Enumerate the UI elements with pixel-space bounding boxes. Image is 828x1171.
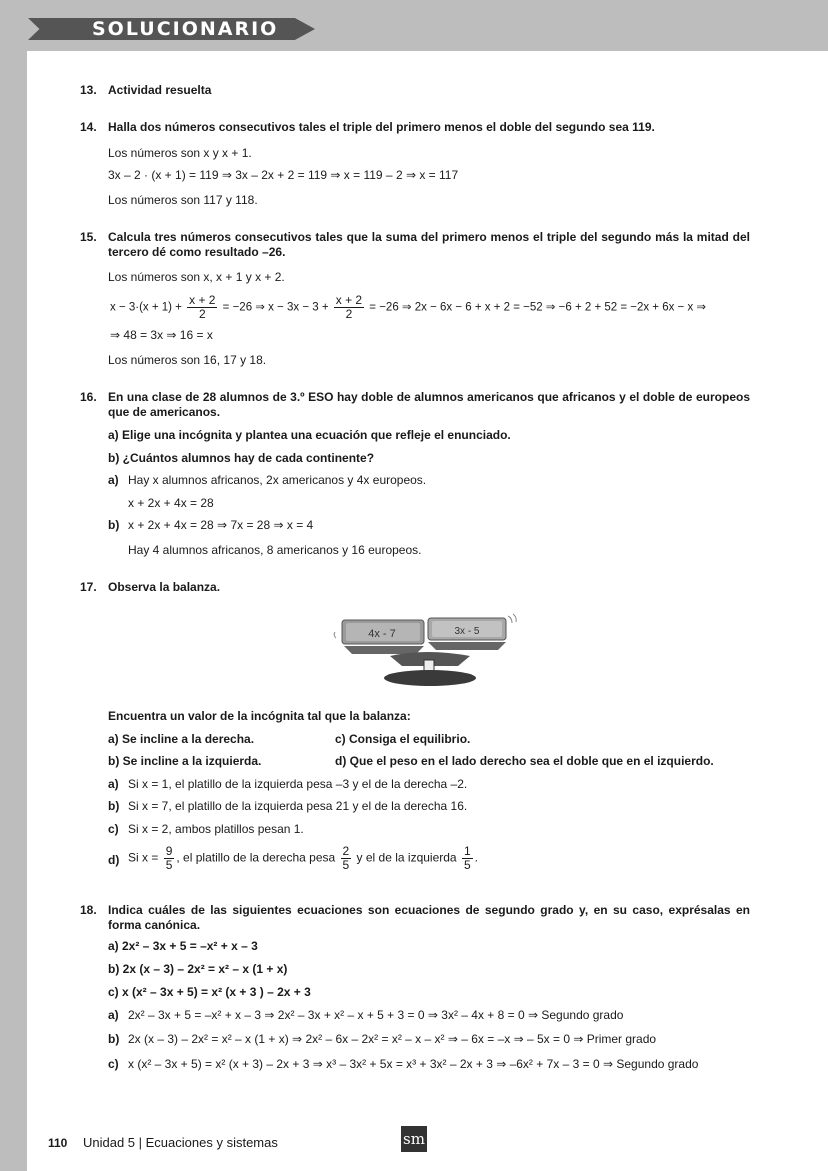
exercise-15-line-3: ⇒ 48 = 3x ⇒ 16 = x bbox=[110, 328, 213, 342]
exercise-18-answer-c-label: c) bbox=[108, 1057, 119, 1071]
exercise-18-question-c: c) x (x² – 3x + 5) = x² (x + 3 ) – 2x + 3 bbox=[108, 985, 311, 999]
exercise-17-answer-d-label: d) bbox=[108, 853, 120, 867]
exercise-15-equation bbox=[110, 294, 706, 321]
fraction-9-5-num: 9 bbox=[165, 844, 173, 858]
fraction-1-den: 2 bbox=[198, 307, 206, 321]
exercise-18-answer-b-label: b) bbox=[108, 1032, 120, 1046]
exercise-15-number: 15. bbox=[80, 230, 97, 244]
exercise-17-answer-b-label: b) bbox=[108, 799, 120, 813]
exercise-17-statement: Observa la balanza. bbox=[108, 580, 221, 594]
exercise-15-line-4: Los números son 16, 17 y 18. bbox=[108, 353, 267, 367]
header-title: SOLUCIONARIO bbox=[92, 18, 279, 40]
fraction-2-num: x + 2 bbox=[335, 293, 363, 307]
exercise-17-answer-c: Si x = 2, ambos platillos pesan 1. bbox=[128, 822, 304, 836]
fraction-1-num: x + 2 bbox=[189, 293, 216, 307]
exercise-16-answer-b: x + 2x + 4x = 28 ⇒ 7x = 28 ⇒ x = 4 bbox=[128, 518, 314, 532]
exercise-13-text: Actividad resuelta bbox=[108, 83, 212, 97]
answer-d-part-4: . bbox=[474, 850, 478, 865]
exercise-16-answer-a-eq: x + 2x + 4x = 28 bbox=[128, 496, 214, 510]
fraction-2-5 bbox=[341, 845, 352, 872]
fraction-9-5-den: 5 bbox=[165, 858, 173, 872]
left-pan-label: 4x - 7 bbox=[368, 628, 396, 640]
fraction-2-den: 2 bbox=[345, 307, 353, 321]
exercise-16-answer-a: Hay x alumnos africanos, 2x americanos y 4x europeos. bbox=[128, 473, 427, 487]
exercise-17-question-d: d) Que el peso en el lado derecho sea el doble que en el izquierdo. bbox=[335, 754, 714, 768]
exercise-17-number: 17. bbox=[80, 580, 97, 594]
exercise-16-answer-b-label: b) bbox=[108, 518, 120, 532]
exercise-15-statement: Calcula tres números consecutivos tales que la suma del primero menos el triple del segundo más la mitad del tercero dé como resultado –26. bbox=[108, 230, 750, 259]
balance-scale-illustration bbox=[330, 612, 520, 688]
page-number: 110 bbox=[48, 1136, 68, 1150]
exercise-16-answer-a-label: a) bbox=[108, 473, 119, 487]
exercise-18-question-a: a) 2x² – 3x + 5 = –x² + x – 3 bbox=[108, 939, 258, 953]
fraction-2 bbox=[334, 294, 364, 321]
answer-d-part-3: y el de la izquierda bbox=[356, 850, 457, 865]
exercise-17-answer-d bbox=[128, 845, 478, 872]
fraction-1 bbox=[187, 294, 217, 321]
page-sheet bbox=[27, 51, 828, 1171]
exercise-14-line-3: Los números son 117 y 118. bbox=[108, 193, 258, 207]
exercise-14-number: 14. bbox=[80, 120, 97, 134]
fraction-2-5-den: 5 bbox=[342, 858, 350, 872]
motion-mark-right bbox=[508, 614, 516, 623]
answer-d-part-2: , el platillo de la derecha pesa bbox=[176, 850, 336, 865]
exercise-18-answer-a: 2x² – 3x + 5 = –x² + x – 3 ⇒ 2x² – 3x + x² – x + 5 + 3 = 0 ⇒ 3x² – 4x + 8 = 0 ⇒ Segundo grado bbox=[128, 1008, 624, 1022]
exercise-17-answer-c-label: c) bbox=[108, 822, 119, 836]
motion-mark-left bbox=[334, 632, 336, 638]
exercise-13-number: 13. bbox=[80, 83, 97, 97]
exercise-17-question-c: c) Consiga el equilibrio. bbox=[335, 732, 471, 746]
exercise-17-question-a: a) Se incline a la derecha. bbox=[108, 732, 255, 746]
unit-title: Unidad 5 | Ecuaciones y sistemas bbox=[83, 1135, 278, 1150]
fraction-1-5 bbox=[462, 845, 473, 872]
exercise-16-question-a: a) Elige una incógnita y plantea una ecuación que refleje el enunciado. bbox=[108, 428, 511, 442]
answer-d-part-1: Si x = bbox=[128, 850, 159, 865]
exercise-18-statement: Indica cuáles de las siguientes ecuaciones son ecuaciones de segundo grado y, en su caso, exprésalas en forma canónica. bbox=[108, 903, 750, 932]
scale-base bbox=[384, 670, 476, 686]
fraction-2-5-num: 2 bbox=[342, 844, 350, 858]
exercise-14-statement: Halla dos números consecutivos tales el triple del primero menos el doble del segundo sea 119. bbox=[108, 120, 655, 134]
publisher-logo: sm bbox=[401, 1126, 427, 1152]
exercise-17-answer-a: Si x = 1, el platillo de la izquierda pesa –3 y el de la derecha –2. bbox=[128, 777, 468, 791]
exercise-14-line-1: Los números son x y x + 1. bbox=[108, 146, 252, 160]
exercise-18-answer-a-label: a) bbox=[108, 1008, 119, 1022]
eq-part-b: = −26 ⇒ x − 3x − 3 + bbox=[222, 301, 329, 314]
exercise-17-question-b: b) Se incline a la izquierda. bbox=[108, 754, 262, 768]
exercise-15-line-1: Los números son x, x + 1 y x + 2. bbox=[108, 270, 285, 284]
right-pan bbox=[428, 642, 506, 650]
exercise-16-number: 16. bbox=[80, 390, 97, 404]
eq-part-c: = −26 ⇒ 2x − 6x − 6 + x + 2 = −52 ⇒ −6 + 2 + 52 = −2x + 6x − x ⇒ bbox=[369, 301, 707, 314]
exercise-17-answer-a-label: a) bbox=[108, 777, 119, 791]
eq-part-a: x − 3·(x + 1) + bbox=[110, 301, 182, 314]
exercise-18-answer-b: 2x (x – 3) – 2x² = x² – x (1 + x) ⇒ 2x² – 6x – 2x² = x² – x – x² ⇒ – 6x = –x ⇒ – 5x = 0 ⇒ Primer grado bbox=[128, 1032, 657, 1046]
exercise-16-statement: En una clase de 28 alumnos de 3.º ESO hay doble de alumnos americanos que africanos y el doble de europeos que de americanos. bbox=[108, 390, 750, 419]
exercise-17-answer-b: Si x = 7, el platillo de la izquierda pesa 21 y el de la derecha 16. bbox=[128, 799, 468, 813]
exercise-16-question-b: b) ¿Cuántos alumnos hay de cada continente? bbox=[108, 451, 375, 465]
exercise-16-answer-b-result: Hay 4 alumnos africanos, 8 americanos y 16 europeos. bbox=[128, 543, 422, 557]
exercise-14-line-2: 3x – 2 · (x + 1) = 119 ⇒ 3x – 2x + 2 = 119 ⇒ x = 119 – 2 ⇒ x = 117 bbox=[108, 168, 459, 182]
exercise-17-prompt: Encuentra un valor de la incógnita tal que la balanza: bbox=[108, 709, 411, 723]
fraction-1-5-den: 5 bbox=[463, 858, 471, 872]
fraction-9-5 bbox=[164, 845, 175, 872]
exercise-18-answer-c: x (x² – 3x + 5) = x² (x + 3) – 2x + 3 ⇒ x³ – 3x² + 5x = x³ + 3x² – 2x + 3 ⇒ –6x² + 7x – 3 = 0 ⇒ Segundo grado bbox=[128, 1057, 699, 1071]
exercise-18-question-b: b) 2x (x – 3) – 2x² = x² – x (1 + x) bbox=[108, 962, 288, 976]
right-pan-label: 3x - 5 bbox=[454, 626, 480, 637]
exercise-18-number: 18. bbox=[80, 903, 97, 917]
fraction-1-5-num: 1 bbox=[463, 844, 471, 858]
